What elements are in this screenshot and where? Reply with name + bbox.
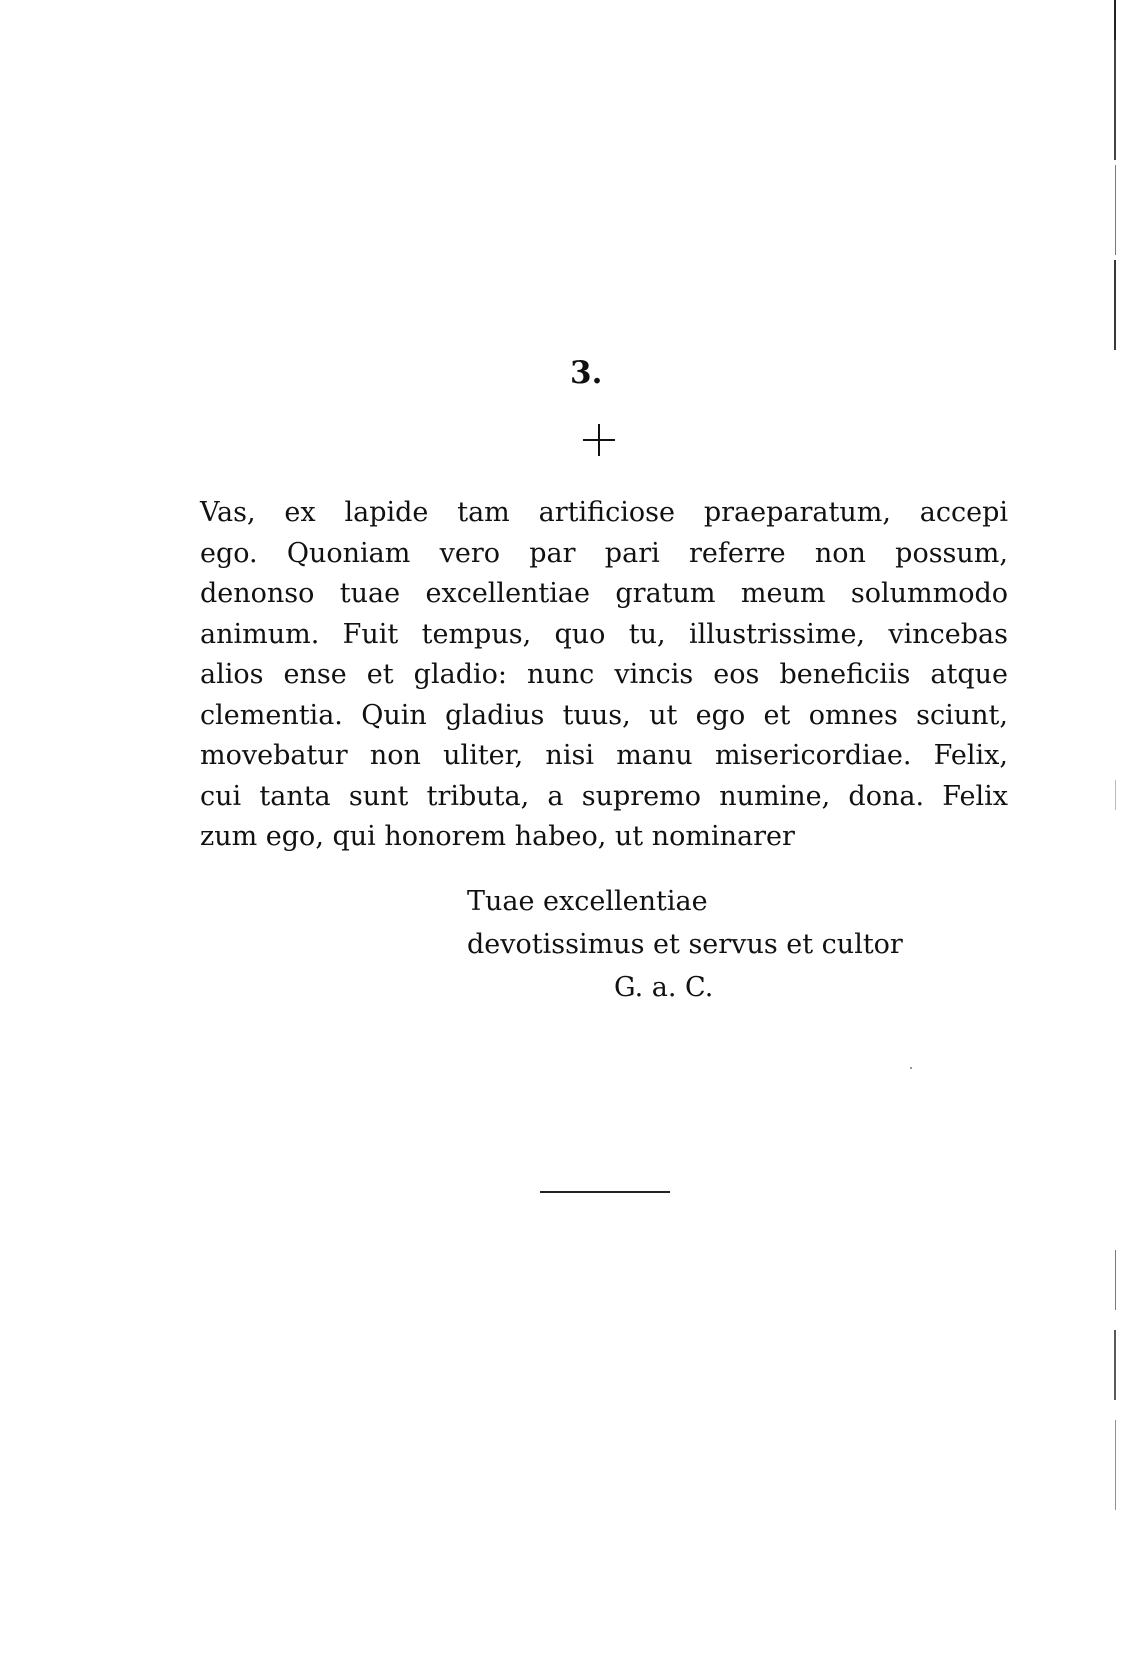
- end-rule-divider: [540, 1191, 670, 1193]
- scan-edge-mark: [1114, 1330, 1116, 1400]
- scan-edge-mark: [1114, 260, 1116, 350]
- letter-line: clementia. Quin gladius tuus, ut ego et omnes sciunt,: [200, 699, 1008, 731]
- letter-line: movebatur non uliter, nisi manu misericordiae. Felix,: [200, 740, 1008, 771]
- scan-edge-mark: [1115, 1420, 1116, 1510]
- scan-edge-mark: [1115, 780, 1116, 810]
- closing-salutation: Tuae excellentiae: [467, 886, 708, 917]
- section-number: 3.: [570, 355, 603, 391]
- letter-line: alios ense et gladio: nunc vincis eos beneficiis atque: [200, 659, 1008, 690]
- scan-edge-mark: [1115, 1250, 1116, 1310]
- letter-line: denonso tuae excellentiae gratum meum solummodo: [200, 578, 1008, 609]
- letter-closing: [467, 880, 903, 1009]
- letter-line: Vas, ex lapide tam artificiose praeparatum, accepi: [200, 497, 1008, 528]
- letter-line: ego. Quoniam vero par pari referre non possum,: [200, 537, 1008, 569]
- closing-title: devotissimus et servus et cultor: [467, 929, 903, 960]
- scan-edge-mark: [1114, 40, 1116, 160]
- letter-line: animum. Fuit tempus, quo tu, illustrissime, vincebas: [200, 618, 1008, 650]
- scan-edge-mark: [1115, 165, 1116, 255]
- signature-initials: G. a. C.: [614, 972, 714, 1003]
- scan-speck: [910, 1067, 912, 1069]
- scan-edge-mark: [1114, 0, 1116, 40]
- cross-icon: [583, 422, 619, 458]
- letter-line: zum ego, qui honorem habeo, ut nominarer: [200, 821, 795, 852]
- letter-body: [200, 493, 1008, 858]
- letter-line: cui tanta sunt tributa, a supremo numine, dona. Felix: [200, 780, 1008, 812]
